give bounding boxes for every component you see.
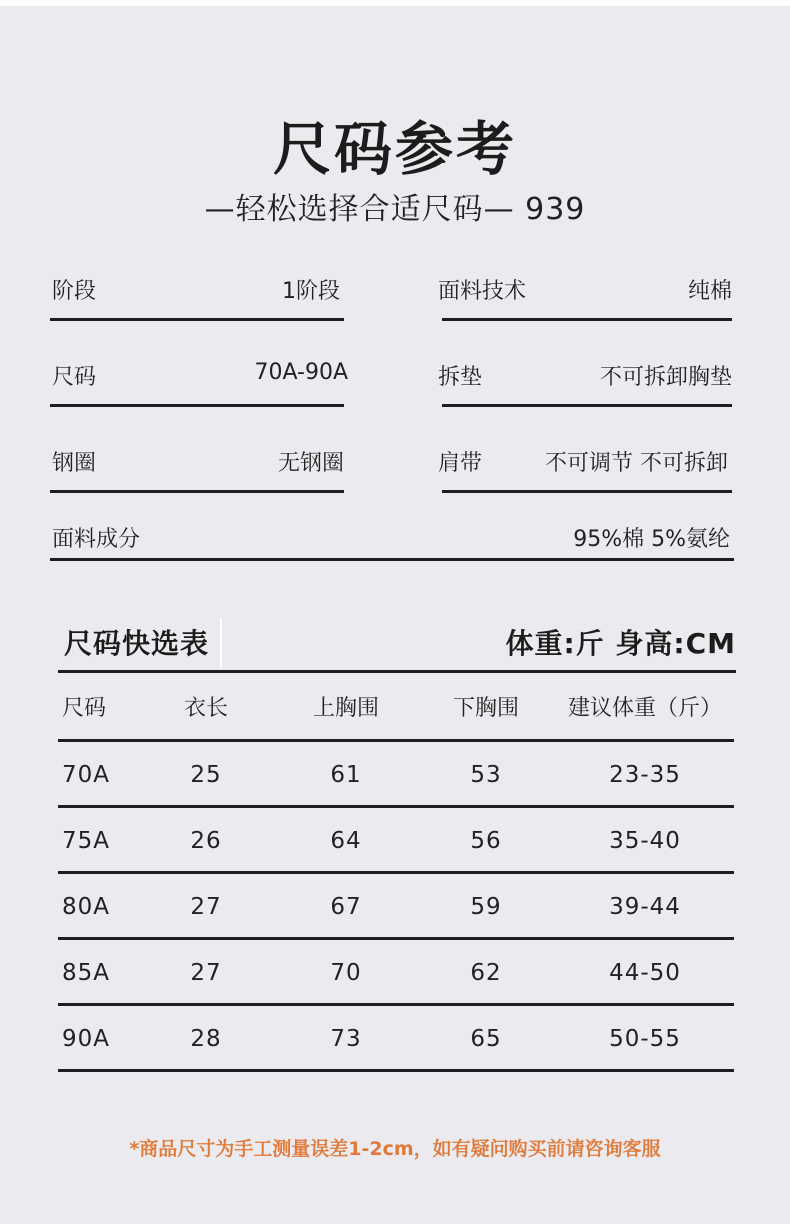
spec-strap [436, 446, 728, 486]
table-row [58, 1006, 734, 1072]
measurement-note: *商品尺寸为手工测量误差1-2cm，如有疑问购买前请咨询客服 [129, 1138, 661, 1160]
page-subtitle: —轻松选择合适尺码— 939 [204, 192, 586, 227]
divider [442, 404, 732, 407]
table-cell: 39-44 [609, 894, 681, 920]
table-row [58, 742, 734, 808]
table-cell: 53 [470, 762, 502, 788]
spec-wire [50, 446, 344, 486]
table-cell: 44-50 [609, 960, 681, 986]
divider [50, 318, 344, 321]
quick-select-title: 尺码快选表 [64, 627, 210, 660]
table-row [58, 940, 734, 1006]
table-cell: 64 [330, 828, 362, 854]
spec-value: 1阶段 [282, 279, 340, 304]
table-cell: 61 [330, 762, 362, 788]
column-header: 衣长 [183, 696, 228, 721]
spec-value: 纯棉 [687, 279, 732, 304]
table-cell: 23-35 [609, 762, 681, 788]
divider [442, 318, 732, 321]
spec-value: 无钢圈 [277, 451, 344, 476]
table-row [58, 874, 734, 940]
spec-value: 不可调节 不可拆卸 [545, 451, 728, 476]
table-cell: 73 [330, 1026, 362, 1052]
spec-label: 钢圈 [52, 451, 97, 476]
table-cell: 85A [62, 960, 111, 986]
divider [58, 670, 736, 673]
quick-select-units: 体重:斤 身高:CM [505, 627, 736, 660]
spec-size [50, 360, 348, 400]
column-header: 建议体重（斤） [567, 696, 722, 721]
table-cell: 90A [62, 1026, 111, 1052]
divider [50, 404, 344, 407]
table-cell: 80A [62, 894, 111, 920]
table-cell: 26 [190, 828, 222, 854]
size-guide-panel [0, 6, 790, 1224]
column-header: 尺码 [62, 696, 107, 721]
table-cell: 65 [470, 1026, 502, 1052]
table-cell: 67 [330, 894, 362, 920]
row-divider [58, 1069, 734, 1072]
table-cell: 62 [470, 960, 502, 986]
size-table [58, 676, 734, 1072]
spec-label: 阶段 [52, 279, 97, 304]
table-cell: 25 [190, 762, 222, 788]
spec-value: 95%棉 5%氨纶 [573, 527, 730, 552]
spec-label: 面料成分 [52, 527, 141, 552]
spec-label: 面料技术 [438, 279, 527, 304]
table-cell: 70A [62, 762, 111, 788]
table-cell: 59 [470, 894, 502, 920]
spec-value: 70A-90A [254, 360, 348, 385]
table-cell: 56 [470, 828, 502, 854]
table-cell: 28 [190, 1026, 222, 1052]
divider [50, 490, 344, 493]
spec-stage [50, 274, 340, 314]
spec-fabric-tech [436, 274, 732, 314]
spec-label: 尺码 [52, 365, 97, 390]
table-header-row [58, 676, 734, 742]
page-title: 尺码参考 [272, 115, 517, 183]
column-header: 上胸围 [312, 696, 379, 721]
spec-label: 拆垫 [438, 365, 483, 390]
divider [442, 490, 732, 493]
table-cell: 27 [190, 960, 222, 986]
table-row [58, 808, 734, 874]
column-header: 下胸围 [452, 696, 519, 721]
table-cell: 27 [190, 894, 222, 920]
spec-value: 不可拆卸胸垫 [599, 365, 732, 390]
spec-label: 肩带 [438, 451, 483, 476]
table-cell: 50-55 [609, 1026, 681, 1052]
divider [50, 558, 734, 561]
spec-pad [436, 360, 732, 400]
spec-composition [50, 522, 730, 562]
title-separator [220, 618, 222, 668]
table-cell: 75A [62, 828, 111, 854]
table-cell: 35-40 [609, 828, 681, 854]
table-cell: 70 [330, 960, 362, 986]
